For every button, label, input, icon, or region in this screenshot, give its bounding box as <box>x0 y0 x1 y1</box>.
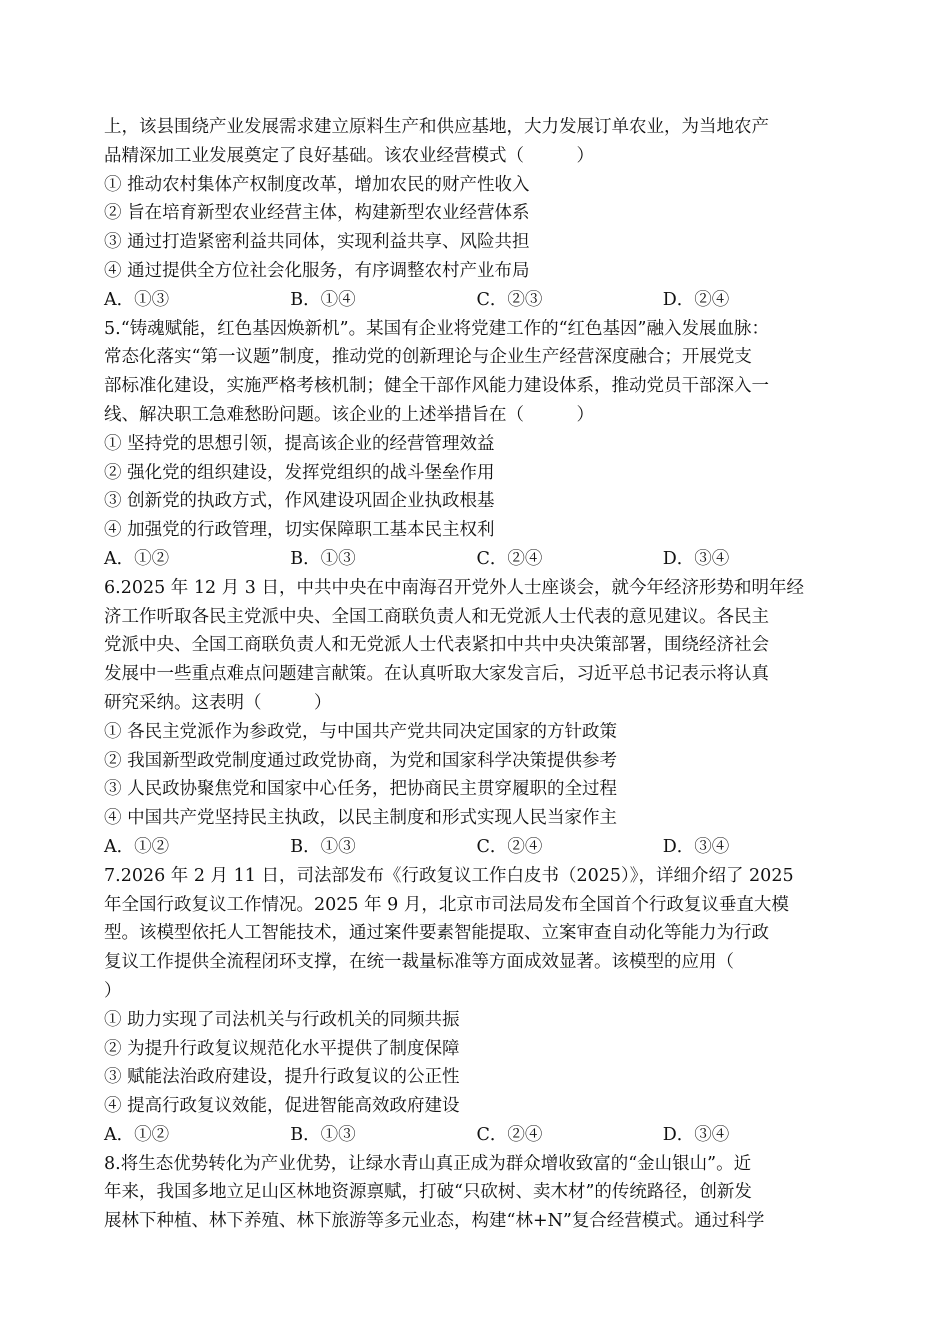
exam-page <box>104 113 849 1236</box>
q5-statement-3: ③ 创新党的执政方式，作风建设巩固企业执政根基 <box>104 491 495 512</box>
q5-stem-line-3: 部标准化建设，实施严格考核机制；健全干部作风能力建设体系，推动党员干部深入一 <box>104 376 769 397</box>
q4-option-c: C．②③ <box>476 289 543 310</box>
q6-stem-line-5: 研究采纳。这表明（ ） <box>104 692 332 713</box>
question-6 <box>104 574 849 862</box>
q7-stem-line-3: 型。该模型依托人工智能技术，通过案件要素智能提取、立案审查自动化等能力为行政 <box>104 923 769 944</box>
q6-stem-line-2: 济工作听取各民主党派中央、全国工商联负责人和无党派人士代表的意见建议。各民主 <box>104 606 769 627</box>
q5-statement-2: ② 强化党的组织建设，发挥党组织的战斗堡垒作用 <box>104 462 495 483</box>
q7-option-b: B．①③ <box>290 1124 356 1145</box>
q4-option-d: D．②④ <box>662 289 730 310</box>
q6-stem-line-1: 6.2025 年 12 月 3 日，中共中央在中南海召开党外人士座谈会，就今年经济形势和明年经 <box>104 577 804 598</box>
q5-statement-1: ① 坚持党的思想引领，提高该企业的经营管理效益 <box>104 433 495 454</box>
q7-options <box>104 1121 849 1150</box>
q4-stem-line-2: 品精深加工业发展奠定了良好基础。该农业经营模式（ ） <box>104 145 594 166</box>
q7-statement-4: ④ 提高行政复议效能，促进智能高效政府建设 <box>104 1096 460 1117</box>
q7-option-a: A．①② <box>104 1124 170 1145</box>
q5-stem-line-2: 常态化落实“第一议题”制度，推动党的创新理论与企业生产经营深度融合；开展党支 <box>104 347 752 368</box>
q6-option-a: A．①② <box>104 836 170 857</box>
q5-option-b: B．①③ <box>290 548 356 569</box>
q7-stem-line-5: ） <box>104 980 122 1001</box>
question-4 <box>104 113 849 315</box>
q6-statement-3: ③ 人民政协聚焦党和国家中心任务，把协商民主贯穿履职的全过程 <box>104 779 618 800</box>
q6-option-c: C．②④ <box>476 836 543 857</box>
q6-option-b: B．①③ <box>290 836 356 857</box>
q7-option-d: D．③④ <box>662 1124 730 1145</box>
q6-statement-1: ① 各民主党派作为参政党，与中国共产党共同决定国家的方针政策 <box>104 721 618 742</box>
question-7 <box>104 862 849 1150</box>
q7-statement-3: ③ 赋能法治政府建设，提升行政复议的公正性 <box>104 1067 460 1088</box>
q6-statement-2: ② 我国新型政党制度通过政党协商，为党和国家科学决策提供参考 <box>104 750 618 771</box>
q7-stem-line-4: 复议工作提供全流程闭环支撑，在统一裁量标准等方面成效显著。该模型的应用（ <box>104 952 734 973</box>
q5-options <box>104 545 849 574</box>
q5-option-c: C．②④ <box>476 548 543 569</box>
question-5 <box>104 315 849 574</box>
q6-stem-line-4: 发展中一些重点难点问题建言献策。在认真听取大家发言后，习近平总书记表示将认真 <box>104 664 769 685</box>
q6-stem-line-3: 党派中央、全国工商联负责人和无党派人士代表紧扣中共中央决策部署，围绕经济社会 <box>104 635 769 656</box>
q7-statement-1: ① 助力实现了司法机关与行政机关的同频共振 <box>104 1009 460 1030</box>
question-8 <box>104 1150 849 1236</box>
q5-statement-4: ④ 加强党的行政管理，切实保障职工基本民主权利 <box>104 520 495 541</box>
q6-statement-4: ④ 中国共产党坚持民主执政，以民主制度和形式实现人民当家作主 <box>104 808 618 829</box>
q8-stem-line-3: 展林下种植、林下养殖、林下旅游等多元业态，构建“林+N”复合经营模式。通过科学 <box>104 1211 765 1232</box>
q6-options <box>104 833 849 862</box>
q4-statement-1: ① 推动农村集体产权制度改革，增加农民的财产性收入 <box>104 174 530 195</box>
q4-stem-line-1: 上，该县围绕产业发展需求建立原料生产和供应基地，大力发展订单农业，为当地农产 <box>104 117 769 137</box>
q5-stem-line-1: 5.“铸魂赋能，红色基因焕新机”。某国有企业将党建工作的“红色基因”融入发展血脉： <box>104 318 769 339</box>
q4-option-a: A．①③ <box>104 289 170 310</box>
q4-statement-4: ④ 通过提供全方位社会化服务，有序调整农村产业布局 <box>104 260 530 281</box>
q6-option-d: D．③④ <box>662 836 730 857</box>
q7-statement-2: ② 为提升行政复议规范化水平提供了制度保障 <box>104 1038 460 1059</box>
q8-stem-line-1: 8.将生态优势转化为产业优势，让绿水青山真正成为群众增收致富的“金山银山”。近 <box>104 1153 752 1174</box>
q5-option-a: A．①② <box>104 548 170 569</box>
q4-statement-2: ② 旨在培育新型农业经营主体，构建新型农业经营体系 <box>104 203 530 224</box>
q8-stem-line-2: 年来，我国多地立足山区林地资源禀赋，打破“只砍树、卖木材”的传统路径，创新发 <box>104 1182 752 1203</box>
q7-option-c: C．②④ <box>476 1124 543 1145</box>
q7-stem-line-2: 年全国行政复议工作情况。2025 年 9 月，北京市司法局发布全国首个行政复议垂直大模 <box>104 894 789 915</box>
q4-statement-3: ③ 通过打造紧密利益共同体，实现利益共享、风险共担 <box>104 232 530 253</box>
q7-stem-line-1: 7.2026 年 2 月 11 日，司法部发布《行政复议工作白皮书（2025）》，详细介绍了 2025 <box>104 865 794 886</box>
q4-options <box>104 286 849 315</box>
q4-option-b: B．①④ <box>290 289 356 310</box>
q5-stem-line-4: 线、解决职工急难愁盼问题。该企业的上述举措旨在（ ） <box>104 404 594 425</box>
q5-option-d: D．③④ <box>662 548 730 569</box>
